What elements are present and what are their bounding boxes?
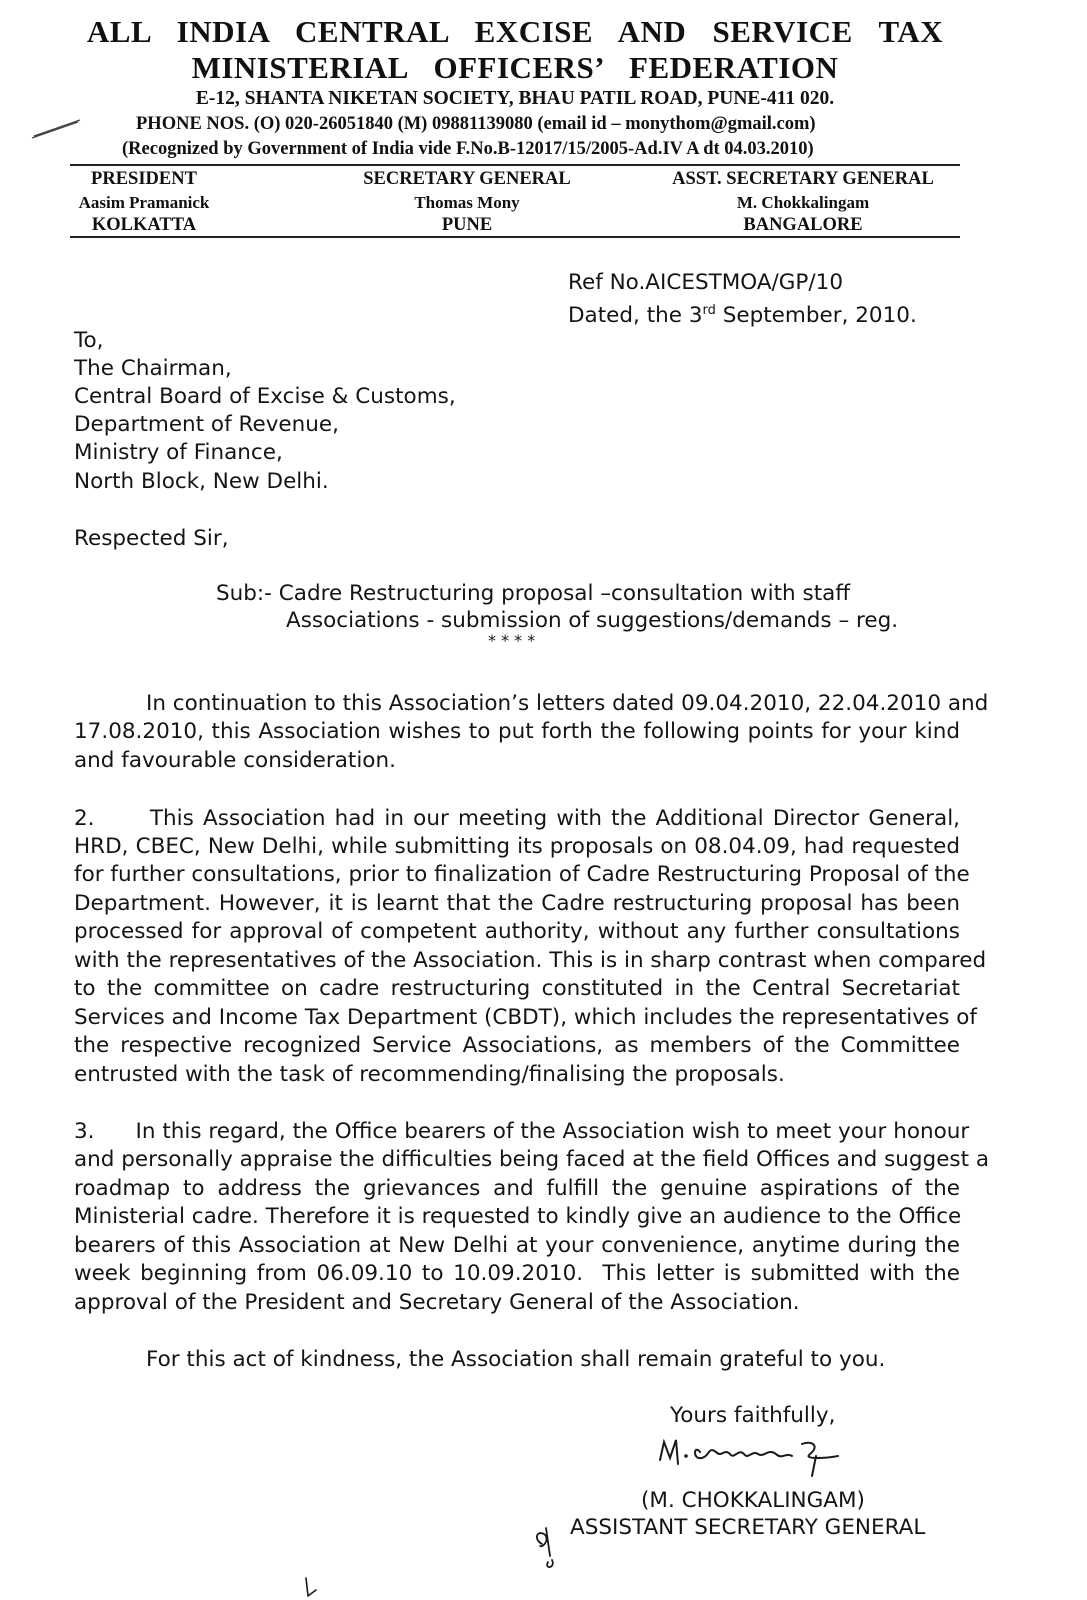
recipient-line: The Chairman, [74,356,232,381]
pen-stroke-mark [30,118,82,140]
body-para1-line: 17.08.2010, this Association wishes to put forth the following points for your kind [74,719,960,744]
handwritten-signature [652,1430,852,1480]
body-para2-line: with the representatives of the Association. This is in sharp contrast when compared [74,948,987,973]
body-para3-line: bearers of this Association at New Delhi at your convenience, anytime during the [74,1233,960,1258]
letterhead-bottom-rule [70,236,960,238]
complimentary-close: Yours faithfully, [670,1403,836,1428]
body-para2-line: for further consultations, prior to finalization of Cadre Restructuring Proposal of the [74,862,970,887]
recipient-line: Central Board of Excise & Customs, [74,384,456,409]
body-para3-line: week beginning from 06.09.10 to 10.09.2010. This letter is submitted with the [74,1261,960,1286]
body-para2-line: processed for approval of competent authority, without any further consultations [74,919,960,944]
letter-date: Dated, the 3rd September, 2010. [568,303,917,329]
office-bearer-city: BANGALORE [743,215,863,235]
office-bearer-role: SECRETARY GENERAL [363,169,571,189]
body-para2-line: the respective recognized Service Associations, as members of the Committee [74,1033,960,1058]
office-bearer-city: KOLKATTA [91,215,197,235]
signatory-name: (M. CHOKKALINGAM) [641,1488,865,1513]
salutation: Respected Sir, [74,526,229,551]
office-bearer-name: Thomas Mony [414,193,520,212]
body-para2-line: 2. This Association had in our meeting with the Additional Director General, [74,806,960,831]
letterhead-recognition: (Recognized by Government of India vide F.No.B-12017/15/2005-Ad.IV A dt 04.03.2010) [122,139,814,159]
recipient-line: Ministry of Finance, [74,440,283,465]
recipient-line: To, [74,328,104,353]
recipient-line: Department of Revenue, [74,412,339,437]
body-para2-line: to the committee on cadre restructuring constituted in the Central Secretariat [74,976,960,1001]
letterhead-top-rule [70,164,960,166]
office-bearer-city: PUNE [441,215,493,235]
body-para2-line: entrusted with the task of recommending/finalising the proposals. [74,1062,785,1087]
body-para2-line: Services and Income Tax Department (CBDT), which includes the representatives of [74,1005,977,1030]
body-para2-line: HRD, CBEC, New Delhi, while submitting its proposals on 08.04.09, had requested [74,834,960,859]
recipient-line: North Block, New Delhi. [74,469,329,494]
letterhead-title-line2: MINISTERIAL OFFICERS’ FEDERATION [191,50,839,85]
body-para3-line: roadmap to address the grievances and fulfill the genuine aspirations of the [74,1176,960,1201]
letterhead-title-line1: ALL INDIA CENTRAL EXCISE AND SERVICE TAX [86,14,944,49]
closing-paragraph: For this act of kindness, the Association shall remain grateful to you. [146,1347,886,1372]
body-para3-line: 3. In this regard, the Office bearers of the Association wish to meet your honour [74,1119,970,1144]
body-para3-line: Ministerial cadre. Therefore it is requested to kindly give an audience to the Office [74,1204,962,1229]
subject-line1: Sub:- Cadre Restructuring proposal –consultation with staff [216,581,851,606]
subject-line2: Associations - submission of suggestions/demands – reg. [286,608,899,633]
body-para2-line: Department. However, it is learnt that the Cadre restructuring proposal has been [74,891,960,916]
letterhead-address: E-12, SHANTA NIKETAN SOCIETY, BHAU PATIL ROAD, PUNE-411 020. [195,88,835,109]
reference-number: Ref No.AICESTMOA/GP/10 [568,270,843,295]
office-bearer-name: Aasim Pramanick [78,193,210,212]
signatory-title: ASSISTANT SECRETARY GENERAL [570,1515,926,1540]
body-para3-line: approval of the President and Secretary General of the Association. [74,1290,800,1315]
letterhead-phone: PHONE NOS. (O) 020-26051840 (M) 09881139080 (email id – monythom@gmail.com) [136,114,816,134]
subject-separator: * * * * [488,631,536,650]
body-para1-line: and favourable consideration. [74,748,396,773]
body-para3-line: and personally appraise the difficulties being faced at the field Offices and suggest a [74,1147,990,1172]
body-para1-line: In continuation to this Association’s letters dated 09.04.2010, 22.04.2010 and [146,691,989,716]
handwritten-initials [530,1526,570,1572]
office-bearer-name: M. Chokkalingam [736,193,870,212]
pen-tick-mark [300,1576,320,1600]
office-bearer-role: ASST. SECRETARY GENERAL [672,169,934,189]
office-bearer-role: PRESIDENT [91,169,197,189]
